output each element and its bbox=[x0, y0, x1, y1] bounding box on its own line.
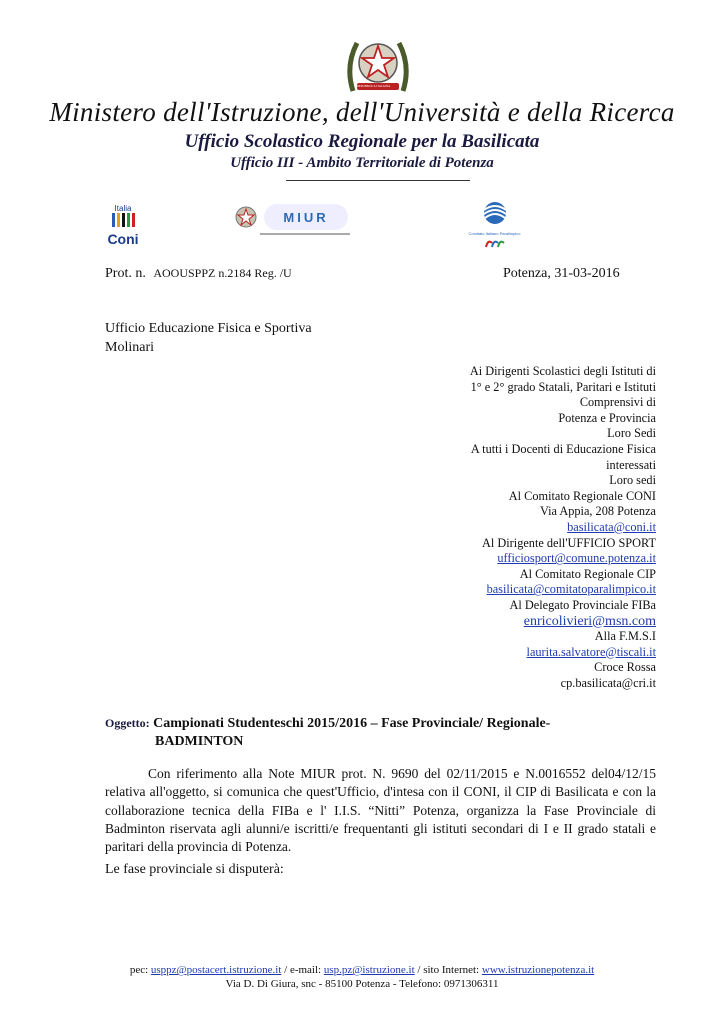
recipient-email-link[interactable]: ufficiosport@comune.potenza.it bbox=[497, 551, 656, 566]
recipient-text: Al Comitato Regionale CIP bbox=[519, 566, 656, 581]
paralympic-agitos-icon bbox=[484, 237, 506, 249]
email-link[interactable]: usp.pz@istruzione.it bbox=[323, 964, 415, 976]
sender-block bbox=[105, 319, 312, 357]
recipient-email-link[interactable]: enricolivieri@msn.com bbox=[523, 613, 656, 629]
recipient-text: Comprensivi di bbox=[579, 395, 656, 410]
recipient-line bbox=[406, 536, 656, 552]
ministry-title: Ministero dell'Istruzione, dell'Università e della Ricerca bbox=[49, 97, 675, 127]
recipient-line bbox=[406, 442, 656, 458]
emblem-ribbon-text: REPUBBLICA ITALIANA bbox=[357, 84, 391, 88]
subject-title-2: BADMINTON bbox=[155, 734, 244, 749]
site-label: / sito Internet: bbox=[417, 964, 480, 976]
recipient-line bbox=[406, 504, 656, 520]
pec-label: pec: bbox=[129, 964, 149, 976]
recipient-line bbox=[406, 380, 656, 396]
recipient-line[interactable] bbox=[406, 582, 656, 598]
recipient-text: 1° e 2° grado Statali, Paritari e Istituti bbox=[470, 379, 656, 394]
recipient-text: interessati bbox=[606, 457, 656, 472]
recipient-text: A tutti i Docenti di Educazione Fisica bbox=[470, 441, 656, 456]
recipient-line bbox=[406, 395, 656, 411]
recipient-line[interactable] bbox=[406, 520, 656, 536]
recipient-text: Alla F.M.S.I bbox=[594, 629, 656, 644]
subject-line bbox=[105, 716, 550, 732]
recipient-line bbox=[406, 458, 656, 474]
sender-office: Ufficio Educazione Fisica e Sportiva bbox=[105, 321, 312, 336]
recipient-line bbox=[406, 364, 656, 380]
recipient-text: Croce Rossa bbox=[594, 660, 656, 675]
protocol-number: AOOUSPPZ n.2184 Reg. /U bbox=[153, 266, 292, 280]
recipient-line bbox=[406, 411, 656, 427]
recipient-line bbox=[406, 567, 656, 583]
subject-title: Campionati Studenteschi 2015/2016 – Fase Provinciale/ Regionale- bbox=[153, 716, 551, 731]
republic-emblem-icon bbox=[234, 204, 258, 232]
cip-paralympic-logo: Comitato Italiano Paralimpico bbox=[467, 200, 522, 250]
recipient-text: Ai Dirigenti Scolastici degli Istituti di bbox=[469, 364, 656, 378]
recipient-line[interactable] bbox=[406, 614, 656, 630]
recipient-line[interactable] bbox=[406, 645, 656, 661]
footer-contacts bbox=[0, 964, 724, 976]
recipient-email-link[interactable]: laurita.salvatore@tiscali.it bbox=[526, 644, 656, 659]
body-text bbox=[105, 765, 656, 856]
phase-intro: Le fase provinciale si disputerà: bbox=[105, 862, 284, 877]
recipient-line[interactable] bbox=[406, 551, 656, 567]
olympic-rings-icon bbox=[109, 213, 137, 227]
recipient-line bbox=[406, 489, 656, 505]
recipient-line bbox=[406, 676, 656, 692]
footer-address: Via D. Di Giura, snc - 85100 Potenza - Telefono: 0971306311 bbox=[225, 978, 499, 990]
cip-globe-icon bbox=[480, 200, 510, 226]
miur-logo bbox=[232, 200, 352, 240]
recipients-list bbox=[406, 364, 656, 691]
miur-wordmark: MIUR bbox=[283, 209, 329, 225]
recipient-text: Loro Sedi bbox=[607, 426, 656, 441]
recipient-text: Al Comitato Regionale CONI bbox=[508, 488, 656, 503]
recipient-email-link[interactable]: basilicata@coni.it bbox=[567, 519, 656, 534]
recipient-line bbox=[406, 598, 656, 614]
recipient-text: Loro sedi bbox=[609, 473, 656, 488]
recipient-text: cp.basilicata@cri.it bbox=[560, 675, 656, 690]
document-date: Potenza, 31-03-2016 bbox=[503, 266, 620, 281]
recipient-text: Via Appia, 208 Potenza bbox=[539, 504, 656, 519]
recipient-text: Potenza e Provincia bbox=[558, 410, 656, 425]
subject-label: Oggetto: bbox=[105, 716, 150, 730]
coni-logo: Italia Coni bbox=[107, 204, 139, 247]
territorial-office-title: Ufficio III - Ambito Territoriale di Potenza bbox=[230, 155, 494, 171]
regional-office-title: Ufficio Scolastico Regionale per la Basilicata bbox=[184, 131, 540, 152]
recipient-email-link[interactable]: basilicata@comitatoparalimpico.it bbox=[486, 582, 656, 597]
header-divider bbox=[286, 180, 470, 181]
website-link[interactable]: www.istruzionepotenza.it bbox=[481, 964, 595, 976]
sender-name: Molinari bbox=[105, 340, 154, 355]
recipient-line bbox=[406, 473, 656, 489]
recipient-text: Al Dirigente dell'UFFICIO SPORT bbox=[482, 535, 656, 550]
recipient-line bbox=[406, 629, 656, 645]
body-paragraph: Con riferimento alla Note MIUR prot. N. 9690 del 02/11/2015 e N.0016552 del04/12/15 relativa all'oggetto, si comunica che quest'Ufficio, d'intesa con il CONI, il CIP di Basilicata e con la collaborazione tecnica della FIBa e l' I.I.S. “Nitti” Potenza, organizza la Fase Provinciale di Badminton riservata agli alunni/e iscritti/e frequentanti gli istituti secondari di I e II grado statali e paritari della provincia di Potenza. bbox=[105, 766, 656, 855]
recipient-line bbox=[406, 426, 656, 442]
recipient-line bbox=[406, 660, 656, 676]
protocol-line bbox=[105, 266, 292, 282]
protocol-label: Prot. n. bbox=[105, 266, 146, 281]
recipient-text: Al Delegato Provinciale FIBa bbox=[509, 597, 656, 612]
email-label: / e-mail: bbox=[284, 964, 322, 976]
pec-link[interactable]: usppz@postacert.istruzione.it bbox=[150, 964, 282, 976]
